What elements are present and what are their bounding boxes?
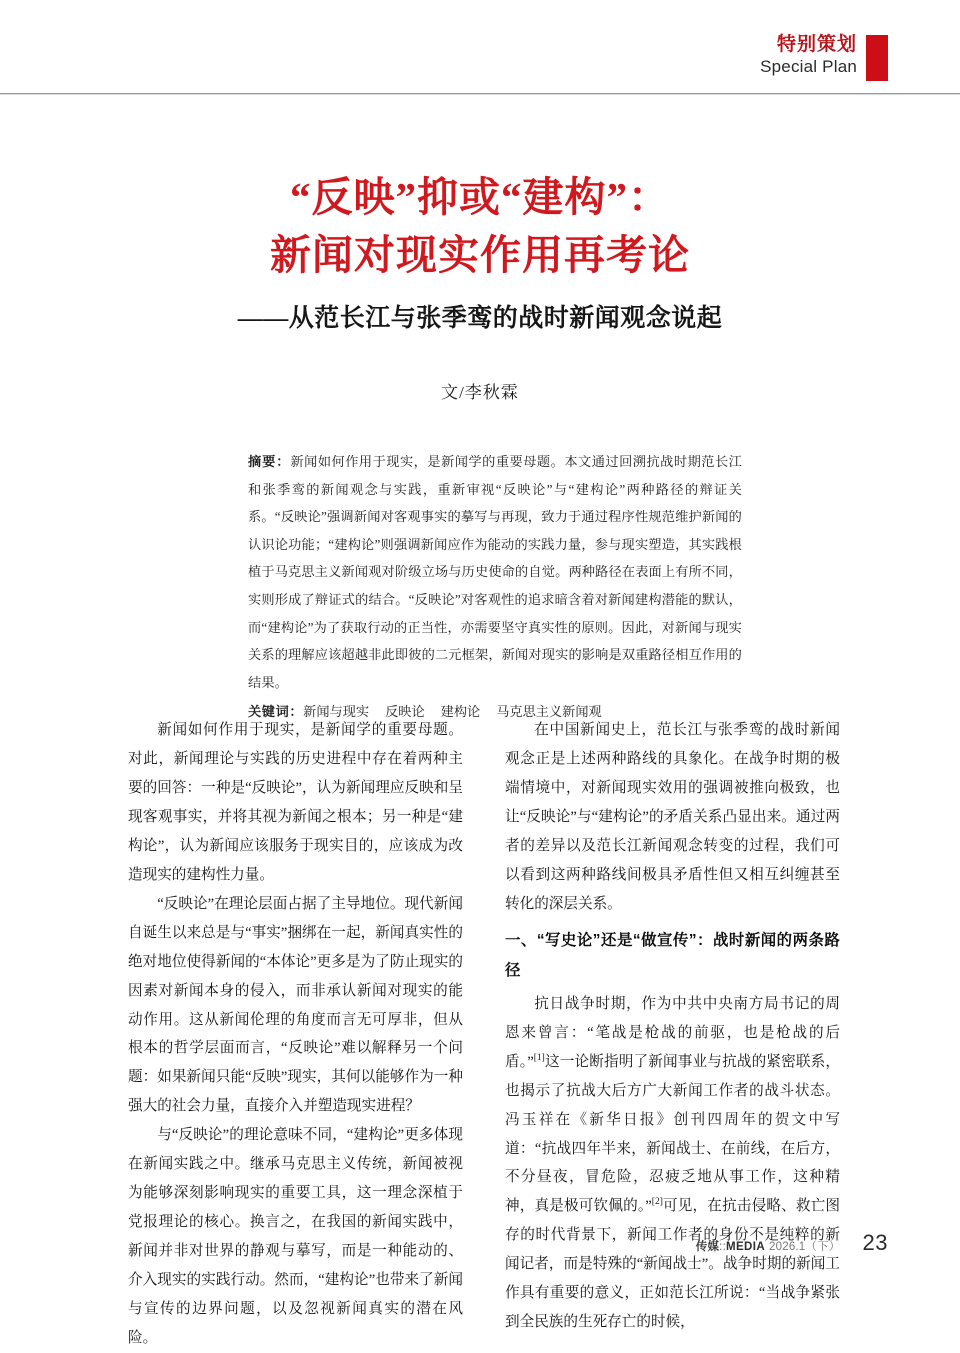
footer-separator: :: <box>719 1241 726 1253</box>
page-header <box>0 0 960 96</box>
paragraph-segment: 可见，在抗击侵略、救亡图存的时代背景下，新闻工作者的身份不是纯粹的新闻记者，而是特殊的“新闻战士”。战争时期的新闻工作具有重要的意义，正如范长江所说：“当战争紧张到全民族的生死存亡的时候， <box>505 1198 840 1331</box>
section-brand <box>760 34 888 81</box>
issue-label: 2026.1（下） <box>769 1241 841 1253</box>
keyword-item: 建构论 <box>440 704 481 720</box>
body-paragraph: “反映论”在理论层面占据了主导地位。现代新闻自诞生以来总是与“事实”捆绑在一起，新闻真实性的绝对地位使得新闻的“本体论”更多是为了防止现实的因素对新闻本身的侵入，而非承认新闻对现实的能动作用。这从新闻伦理的角度而言无可厚非，但从根本的哲学层面而言，“反映论”难以解释另一个问题：如果新闻只能“反映”现实，其何以能够作为一种强大的社会力量，直接介入并塑造现实进程？ <box>128 895 463 1115</box>
footer-magazine-info <box>696 1238 841 1254</box>
paragraph-segment: 抗日战争时期，作为中共中央南方局书记的周恩来曾言：“笔战是枪战的前驱，也是枪战的后盾。” <box>505 995 840 1070</box>
paragraph-segment: 这一论断指明了新闻事业与抗战的紧密联系，也揭示了抗战大后方广大新闻工作者的战斗状态。冯玉祥在《新华日报》创刊四周年的贺文中写道：“抗战四年半来，新闻战士、在前线，在后方，不分昼夜，冒危险，忍疲乏地从事工作，这种精神，真是极可钦佩的。” <box>505 1053 840 1215</box>
citation-ref-2[interactable]: [2] <box>651 1197 663 1208</box>
body-paragraph: 新闻如何作用于现实，是新闻学的重要母题。对此，新闻理论与实践的历史进程中存在着两种主要的回答：一种是“反映论”，认为新闻理应反映和呈现客观事实，并将其视为新闻之根本；另一种是“建构论”，认为新闻应该服务于现实目的，应该成为改造现实的建构性力量。 <box>128 722 463 883</box>
abstract-paragraph <box>222 448 742 696</box>
section-name-cn: 特别策划 <box>776 34 857 55</box>
abstract-block <box>222 448 742 726</box>
section-name-en: Special Plan <box>760 56 857 76</box>
section-brand-text <box>760 34 866 77</box>
keyword-item: 新闻与现实 <box>303 704 370 720</box>
keyword-item: 反映论 <box>385 704 425 720</box>
citation-ref-1[interactable]: [1] <box>533 1052 545 1063</box>
abstract-text: 新闻如何作用于现实，是新闻学的重要母题。本文通过回溯抗战时期范长江和张季鸾的新闻观念与实践，重新审视“反映论”与“建构论”两种路径的辩证关系。“反映论”强调新闻对客观事实的摹写与再现，致力于通过程序性规范维护新闻的认识论功能；“建构论”则强调新闻应作为能动的实践力量，参与现实塑造，其实践根植于马克思主义新闻观对阶级立场与历史使命的自觉。两种路径在表面上有所不同，实则形成了辩证式的结合。“反映论”对客观性的追求暗含着对新闻建构潜能的默认，而“建构论”为了获取行动的正当性，亦需要坚守真实性的原则。因此，对新闻与现实关系的理解应该超越非此即彼的二元框架，新闻对现实的影响是双重路径相互作用的结果。 <box>248 454 742 690</box>
article-subtitle: ——从范长江与张季鸾的战时新闻观念说起 <box>237 305 723 333</box>
article-title-block <box>80 168 880 334</box>
magazine-name-en: MEDIA <box>725 1241 766 1253</box>
page-number: 23 <box>862 1230 888 1255</box>
magazine-name-cn: 传媒 <box>695 1241 720 1253</box>
article-byline: 文/李秋霖 <box>441 383 519 402</box>
header-divider-shadow <box>0 94 960 95</box>
footer-content <box>696 1230 888 1256</box>
keyword-item: 马克思主义新闻观 <box>496 704 602 720</box>
body-paragraph: 与“反映论”的理论意味不同，“建构论”更多体现在新闻实践之中。继承马克思主义传统，新闻被视为能够深刻影响现实的重要工具，这一理念深植于党报理论的核心。换言之，在我国的新闻实践中，新闻并非对世界的静观与摹写，而是一种能动的、介入现实的实践行动。然而，“建构论”也带来了新闻与宣传的边界问题，以及忽视新闻真实的潜在风险。 <box>128 1127 463 1347</box>
section-heading: 一、“写史论”还是“做宣传”：战时新闻的两条路径 <box>505 931 840 979</box>
page-footer <box>0 1216 960 1256</box>
brand-accent-block <box>866 35 888 81</box>
title-line-2: 新闻对现实作用再考论 <box>270 232 690 279</box>
body-paragraph-with-citations <box>505 990 840 1337</box>
body-column-left <box>128 716 463 1347</box>
abstract-label: 摘要： <box>248 454 291 469</box>
page-title <box>80 168 880 284</box>
keywords-label: 关键词： <box>248 704 304 720</box>
title-line-1: “反映”抑或“建构”： <box>290 174 670 220</box>
body-paragraph: 在中国新闻史上，范长江与张季鸾的战时新闻观念正是上述两种路线的具象化。在战争时期的极端情境中，对新闻现实效用的强调被推向极致，也让“反映论”与“建构论”的矛盾关系凸显出来。通过两者的差异以及范长江新闻观念转变的过程，我们可以看到这两种路线间极具矛盾性但又相互纠缠甚至转化的深层关系。 <box>505 722 840 912</box>
